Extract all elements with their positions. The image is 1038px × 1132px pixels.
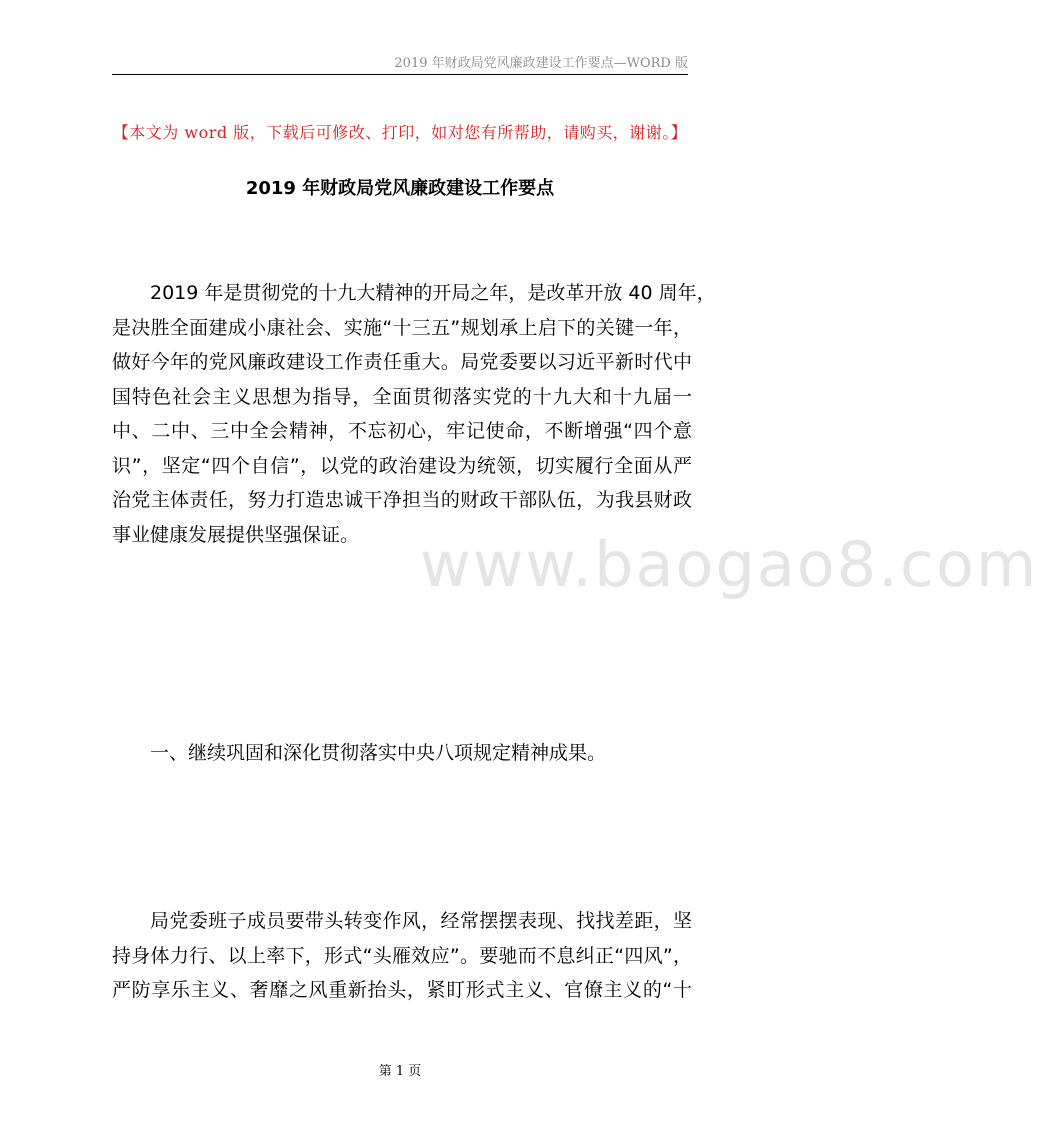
paragraph-line: 做好今年的党风廉政建设工作责任重大。局党委要以习近平新时代中 — [112, 351, 692, 373]
paragraph-line: 中、二中、三中全会精神，不忘初心，牢记使命，不断增强“四个意 — [112, 420, 692, 442]
paragraph-section1 — [112, 904, 692, 1008]
paragraph-line: 治党主体责任，努力打造忠诚干净担当的财政干部队伍，为我县财政 — [112, 489, 692, 511]
paragraph-line: 是决胜全面建成小康社会、实施“十三五”规划承上启下的关键一年， — [112, 316, 692, 339]
document-title: 2019 年财政局党风廉政建设工作要点 — [245, 178, 555, 199]
header-divider — [112, 74, 688, 75]
watermark: www.baogao8.com — [420, 528, 1038, 601]
paragraph-line: 识”，坚定“四个自信”，以党的政治建设为统领，切实履行全面从严 — [112, 454, 692, 477]
paragraph-intro — [112, 276, 716, 552]
purchase-notice: 【本文为 word 版，下载后可修改、打印，如对您有所帮助，请购买，谢谢。】 — [112, 123, 688, 142]
paragraph-line: 严防享乐主义、奢靡之风重新抬头，紧盯形式主义、官僚主义的“十 — [112, 979, 692, 1001]
paragraph-line: 持身体力行、以上率下，形式“头雁效应”。要驰而不息纠正“四风”， — [112, 944, 692, 967]
paragraph-line: 2019 年是贯彻党的十九大精神的开局之年，是改革开放 40 周年， — [150, 282, 716, 304]
running-header: 2019 年财政局党风廉政建设工作要点—WORD 版 — [394, 56, 688, 71]
paragraph-line: 事业健康发展提供坚强保证。 — [112, 523, 360, 546]
paragraph-line: 局党委班子成员要带头转变作风，经常摆摆表现、找找差距，坚 — [150, 910, 692, 932]
section-heading: 一、继续巩固和深化贯彻落实中央八项规定精神成果。 — [150, 742, 607, 764]
paragraph-line: 国特色社会主义思想为指导，全面贯彻落实党的十九大和十九届一 — [112, 385, 692, 408]
page-number: 第 1 页 — [378, 1064, 422, 1079]
